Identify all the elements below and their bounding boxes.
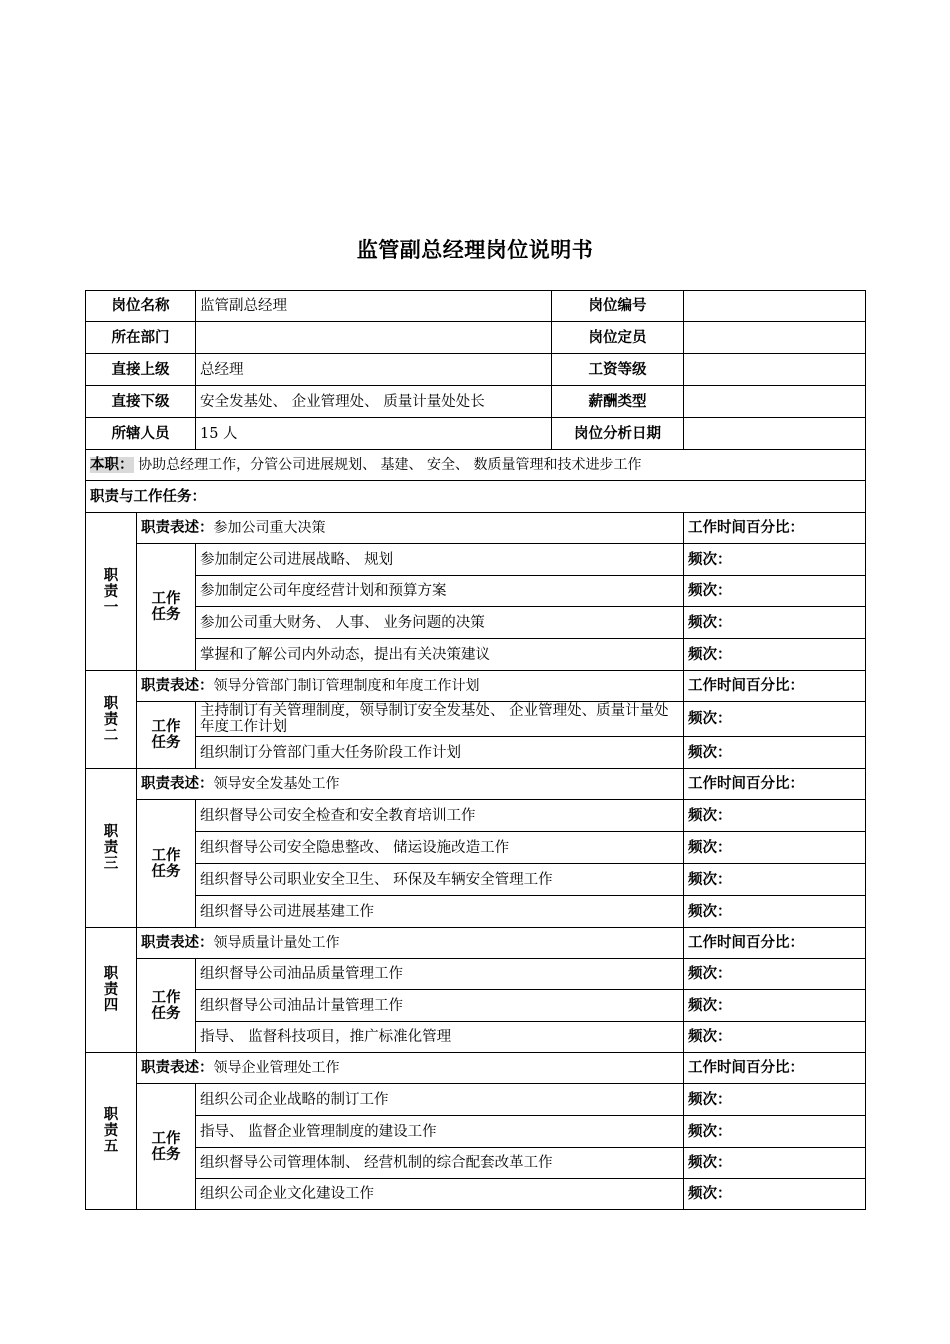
frequency-label: 频次： [684,864,866,896]
percent-label: 工作时间百分比： [684,928,866,959]
task-heading-line: 工作 [151,1130,181,1147]
task-heading-line: 工作 [151,591,181,607]
field-value [684,322,866,354]
field-value: 安全发基处、 企业管理处、 质量计量处处长 [196,386,552,418]
responsibility-name-char: 责 [103,1123,119,1139]
task-heading-line: 任务 [151,863,181,880]
statement-text: 领导安全发基处工作 [213,776,340,792]
percent-label: 工作时间百分比： [684,671,866,702]
field-value [684,354,866,386]
field-label: 所在部门 [86,322,196,354]
frequency-label: 频次： [684,1179,866,1210]
task-item: 参加制定公司年度经营计划和预算方案 [196,576,684,607]
responsibility-name-char: 二 [103,727,119,744]
task-item: 组织公司企业文化建设工作 [196,1179,684,1210]
statement-text: 领导企业管理处工作 [213,1060,340,1076]
statement-text: 领导分管部门制订管理制度和年度工作计划 [213,678,480,694]
frequency-label: 频次： [684,1022,866,1053]
frequency-label: 频次： [684,990,866,1022]
responsibility-name-char: 五 [103,1139,119,1155]
task-heading-line: 任务 [151,607,181,623]
responsibility-statement [137,769,684,800]
task-item: 组织督导公司管理体制、 经营机制的综合配套改革工作 [196,1148,684,1179]
statement-text: 参加公司重大决策 [213,520,326,536]
responsibility-name-char: 责 [103,840,119,856]
responsibility-name-char: 职 [103,567,119,584]
task-heading [137,800,196,928]
statement-label: 职责表述： [141,520,214,536]
percent-label: 工作时间百分比： [684,1053,866,1084]
responsibility-name-char: 职 [103,1107,119,1123]
responsibility-statement [137,513,684,544]
responsibility-name-char: 三 [103,856,119,872]
duty-row [86,450,866,481]
field-value: 总经理 [196,354,552,386]
task-item: 组织制订分管部门重大任务阶段工作计划 [196,737,684,769]
frequency-label: 频次： [684,959,866,990]
duty-text: 协助总经理工作，分管公司进展规划、 基建、 安全、 数质量管理和技术进步工作 [138,457,642,473]
responsibility-name-char: 责 [103,583,119,600]
task-item: 组织督导公司进展基建工作 [196,896,684,928]
task-item: 参加公司重大财务、 人事、 业务问题的决策 [196,607,684,639]
task-item: 组织督导公司安全检查和安全教育培训工作 [196,800,684,832]
frequency-label: 频次： [684,576,866,607]
responsibility-name [86,513,137,671]
field-label: 所辖人员 [86,418,196,450]
task-item: 参加制定公司进展战略、 规划 [196,544,684,576]
task-heading-line: 工作 [151,847,181,864]
responsibility-name [86,671,137,769]
section-title [86,481,866,513]
task-heading-line: 任务 [151,1146,181,1163]
task-item: 指导、 监督科技项目，推广标准化管理 [196,1022,684,1053]
frequency-label: 频次： [684,1116,866,1148]
field-label: 岗位名称 [86,291,196,322]
responsibility-statement [137,1053,684,1084]
frequency-label: 频次： [684,544,866,576]
duty-label: 本职： [90,457,134,473]
field-label: 岗位编号 [552,291,684,322]
responsibility-name-char: 四 [103,998,119,1014]
frequency-label: 频次： [684,800,866,832]
task-item: 主持制订有关管理制度，领导制订安全发基处、 企业管理处、质量计量处年度工作计划 [196,702,684,737]
task-heading-line: 工作 [151,719,181,735]
job-description-table [85,290,866,1210]
frequency-label: 频次： [684,737,866,769]
statement-label: 职责表述： [141,776,214,792]
section-title-text: 职责与工作任务： [90,488,206,505]
field-label: 工资等级 [552,354,684,386]
task-item: 组织督导公司职业安全卫生、 环保及车辆安全管理工作 [196,864,684,896]
responsibility-name [86,769,137,928]
task-heading [137,544,196,671]
task-heading [137,1084,196,1210]
responsibility-name-char: 职 [103,824,119,840]
responsibility-name [86,928,137,1053]
responsibility-name-char: 一 [103,599,119,616]
field-value: 15 人 [196,418,552,450]
frequency-label: 频次： [684,1084,866,1116]
statement-text: 领导质量计量处工作 [213,935,340,951]
task-item: 组织督导公司油品计量管理工作 [196,990,684,1022]
task-item: 组织督导公司安全隐患整改、 储运设施改造工作 [196,832,684,864]
responsibility-name-char: 职 [103,966,119,982]
frequency-label: 频次： [684,702,866,737]
field-value [196,322,552,354]
responsibility-name-char: 职 [103,695,119,712]
task-heading-line: 任务 [151,1005,181,1022]
field-value [684,291,866,322]
statement-label: 职责表述： [141,678,214,694]
field-label: 直接下级 [86,386,196,418]
task-heading-line: 工作 [151,989,181,1006]
task-heading [137,702,196,769]
responsibility-name-char: 责 [103,982,119,998]
statement-label: 职责表述： [141,1060,214,1076]
field-label: 岗位分析日期 [552,418,684,450]
frequency-label: 频次： [684,832,866,864]
field-label: 岗位定员 [552,322,684,354]
field-label: 直接上级 [86,354,196,386]
task-item: 掌握和了解公司内外动态，提出有关决策建议 [196,639,684,671]
task-heading-line: 任务 [151,735,181,751]
percent-label: 工作时间百分比： [684,769,866,800]
task-item: 组织公司企业战略的制订工作 [196,1084,684,1116]
field-label: 薪酬类型 [552,386,684,418]
responsibility-name-char: 责 [103,711,119,728]
frequency-label: 频次： [684,639,866,671]
responsibility-name [86,1053,137,1210]
task-item: 组织督导公司油品质量管理工作 [196,959,684,990]
field-value [684,386,866,418]
page-title: 监管副总经理岗位说明书 [356,238,594,262]
field-value [684,418,866,450]
frequency-label: 频次： [684,896,866,928]
statement-label: 职责表述： [141,935,214,951]
task-heading [137,959,196,1053]
percent-label: 工作时间百分比： [684,513,866,544]
responsibility-statement [137,928,684,959]
responsibility-statement [137,671,684,702]
frequency-label: 频次： [684,1148,866,1179]
field-value: 监管副总经理 [196,291,552,322]
frequency-label: 频次： [684,607,866,639]
task-item: 指导、 监督企业管理制度的建设工作 [196,1116,684,1148]
